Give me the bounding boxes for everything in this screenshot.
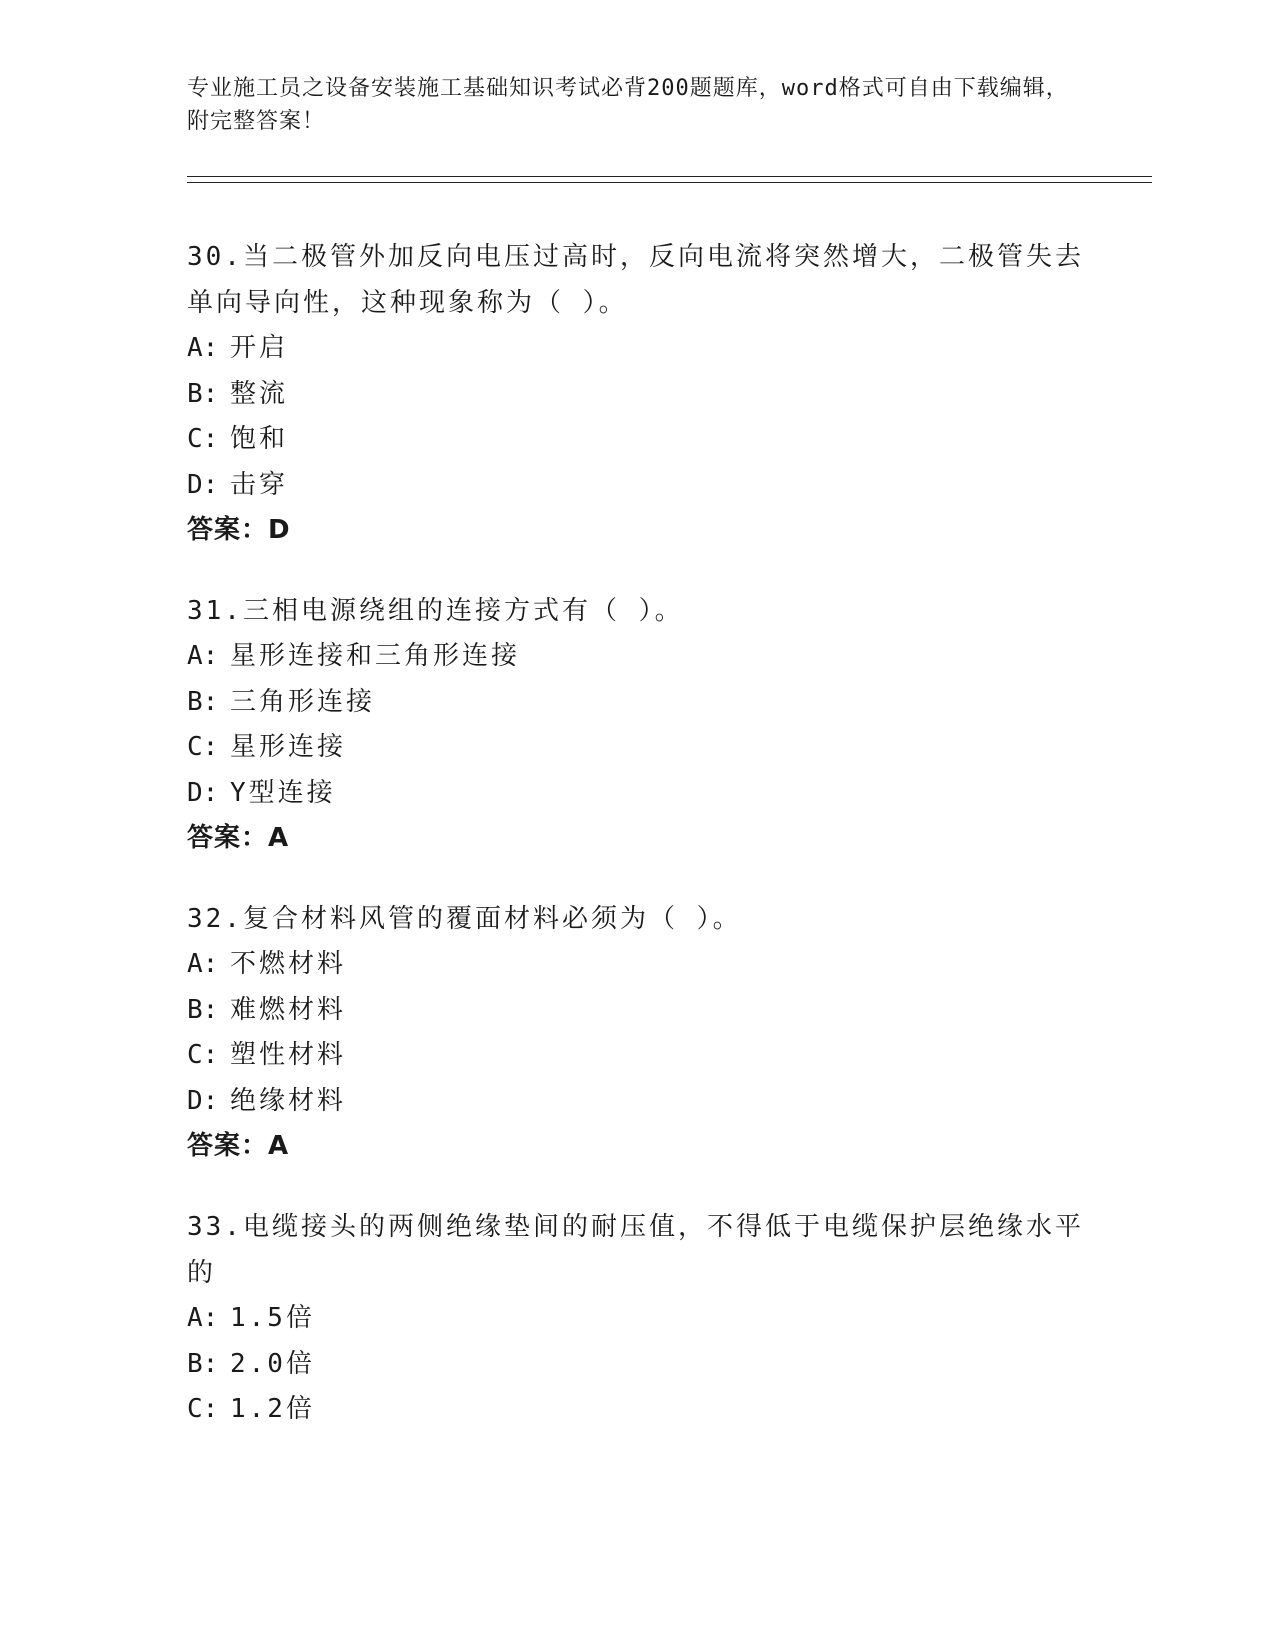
option-b — [187, 1342, 1087, 1388]
option-label: D: — [187, 777, 219, 808]
option-text: 整流 — [230, 378, 289, 409]
option-text: 1.5倍 — [230, 1303, 315, 1333]
option-d — [187, 1079, 1087, 1125]
option-label: A: — [187, 949, 219, 979]
option-text: 星形连接和三角形连接 — [230, 641, 521, 671]
option-text: 2.0倍 — [230, 1348, 315, 1379]
option-label: D: — [187, 469, 219, 500]
option-text: 星形连接 — [230, 732, 347, 762]
question-text: 30.当二极管外加反向电压过高时，反向电流将突然增大，二极管失去单向导向性，这种现象称为（ ）。 — [187, 242, 1084, 318]
question-33 — [187, 1204, 1087, 1433]
option-text: Y型连接 — [230, 777, 336, 808]
option-text: 击穿 — [230, 469, 289, 500]
question-list — [187, 234, 1087, 1468]
option-text: 不燃材料 — [230, 949, 347, 979]
option-text: 三角形连接 — [230, 686, 376, 717]
question-text: 31.三相电源绕组的连接方式有（ ）。 — [187, 596, 684, 626]
option-label: B: — [187, 1348, 219, 1379]
option-d — [187, 771, 1087, 817]
option-c — [187, 1387, 1087, 1433]
option-label: B: — [187, 686, 219, 717]
option-a — [187, 326, 1087, 372]
option-b — [187, 680, 1087, 726]
question-32 — [187, 896, 1087, 1169]
question-text: 33.电缆接头的两侧绝缘垫间的耐压值，不得低于电缆保护层绝缘水平的 — [187, 1212, 1084, 1288]
option-label: C: — [187, 424, 219, 454]
option-c — [187, 417, 1087, 463]
option-label: C: — [187, 732, 219, 762]
option-label: B: — [187, 378, 219, 409]
option-label: A: — [187, 1303, 219, 1333]
option-label: A: — [187, 641, 219, 671]
option-text: 开启 — [230, 333, 289, 363]
option-text: 饱和 — [230, 424, 289, 454]
answer: 答案：D — [187, 515, 291, 545]
header-divider-bottom — [187, 182, 1152, 183]
option-text: 1.2倍 — [230, 1394, 315, 1424]
option-b — [187, 372, 1087, 418]
option-a — [187, 1296, 1087, 1342]
header-divider-top — [187, 176, 1152, 177]
option-label: B: — [187, 994, 219, 1025]
question-text: 32.复合材料风管的覆面材料必须为（ ）。 — [187, 904, 742, 934]
option-c — [187, 1033, 1087, 1079]
option-label: D: — [187, 1085, 219, 1116]
option-text: 难燃材料 — [230, 994, 347, 1025]
option-text: 塑性材料 — [230, 1040, 347, 1070]
question-31 — [187, 588, 1087, 861]
answer: 答案：A — [187, 1131, 290, 1161]
option-b — [187, 988, 1087, 1034]
answer: 答案：A — [187, 823, 290, 853]
option-a — [187, 634, 1087, 680]
document-header: 专业施工员之设备安装施工基础知识考试必背200题题库，word格式可自由下载编辑，附完整答案！ — [187, 76, 1069, 134]
option-a — [187, 942, 1087, 988]
option-d — [187, 463, 1087, 509]
option-label: C: — [187, 1394, 219, 1424]
option-label: A: — [187, 333, 219, 363]
option-label: C: — [187, 1040, 219, 1070]
option-text: 绝缘材料 — [230, 1085, 347, 1116]
option-c — [187, 725, 1087, 771]
question-30 — [187, 234, 1087, 553]
